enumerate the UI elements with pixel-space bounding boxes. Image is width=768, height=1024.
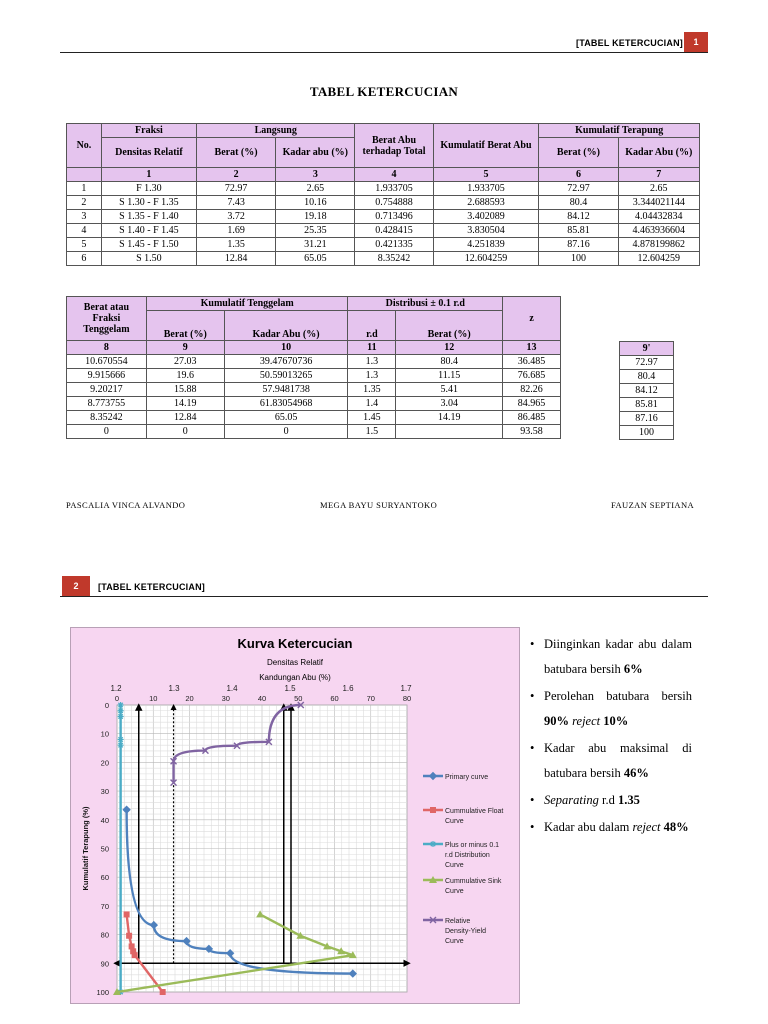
y-tick-label: 50 — [100, 844, 109, 854]
table-cell: 5.41 — [396, 383, 503, 397]
table-cell: 4.04432834 — [618, 210, 699, 224]
data-point — [132, 952, 138, 958]
data-point — [118, 708, 124, 714]
table-cell: 86.485 — [503, 411, 561, 425]
data-point — [430, 773, 437, 780]
table-cell: 11.15 — [396, 369, 503, 383]
col-number: 7 — [618, 168, 699, 182]
density-tick-label: 1.3 — [168, 684, 180, 693]
col-number: 6 — [539, 168, 618, 182]
table-cell: 72.97 — [539, 182, 618, 196]
table-cell: S 1.45 - F 1.50 — [101, 238, 196, 252]
header-berat-fraksi: Berat atau Fraksi Tenggelam — [67, 297, 147, 341]
table-row — [620, 412, 674, 426]
table-cell: 84.12 — [620, 384, 674, 398]
col-number: 9' — [620, 342, 674, 356]
legend-label: Cummulative Float — [445, 808, 504, 815]
table-cell: 0.428415 — [355, 224, 433, 238]
table-row — [620, 398, 674, 412]
table-cell: 14.19 — [146, 397, 224, 411]
table-cell: 4.878199862 — [618, 238, 699, 252]
table-row — [67, 411, 561, 425]
col-number: 12 — [396, 341, 503, 355]
table-cell: 50.59013265 — [224, 369, 348, 383]
table-cell: 82.26 — [503, 383, 561, 397]
header-densitas: Densitas Relatif — [101, 138, 196, 168]
table-row — [67, 210, 700, 224]
data-point — [118, 702, 124, 708]
col-number — [67, 168, 102, 182]
table-cell: 10.670554 — [67, 355, 147, 369]
table-cell: 1.45 — [348, 411, 396, 425]
table-cell: 72.97 — [196, 182, 275, 196]
y-tick-label: 30 — [100, 787, 109, 797]
table-cell: 9.915666 — [67, 369, 147, 383]
table-cell: 5 — [67, 238, 102, 252]
legend-label: Relative — [445, 918, 471, 925]
page1-header-rule — [60, 52, 708, 53]
table-cell: 84.12 — [539, 210, 618, 224]
document-title: TABEL KETERCUCIAN — [309, 84, 459, 99]
ash-tick-label: 10 — [149, 694, 158, 703]
table-cell: 72.97 — [620, 356, 674, 370]
washability-table — [66, 123, 700, 266]
table-row — [67, 425, 561, 439]
col-number: 11 — [348, 341, 396, 355]
ash-tick-label: 60 — [330, 694, 339, 703]
col-number: 3 — [276, 168, 355, 182]
table-cell: 1.35 — [348, 383, 396, 397]
table-cell: 1.69 — [196, 224, 275, 238]
legend-label: Plus or minus 0.1 — [445, 842, 500, 849]
legend-label: r.d Distribution — [445, 852, 490, 859]
table-cell: 25.35 — [276, 224, 355, 238]
table-cell: 3.344021144 — [618, 196, 699, 210]
legend-label: Curve — [445, 862, 464, 869]
washability-chart — [70, 627, 520, 1004]
data-point — [118, 713, 124, 719]
density-tick-label: 1.6 — [342, 684, 354, 693]
chart-density-axis-label: Densitas Relatif — [266, 658, 324, 667]
table-cell: 80.4 — [396, 355, 503, 369]
table-cell: 3.402089 — [433, 210, 539, 224]
table-cell: 93.58 — [503, 425, 561, 439]
table-cell: F 1.30 — [101, 182, 196, 196]
ash-tick-label: 20 — [185, 694, 194, 703]
table-cell: 61.83054968 — [224, 397, 348, 411]
table-cell: 1.933705 — [355, 182, 433, 196]
col-number: 13 — [503, 341, 561, 355]
table-row — [620, 384, 674, 398]
table-cell: 2.688593 — [433, 196, 539, 210]
header-rd: r.d — [348, 311, 396, 341]
legend-label: Density-Yield — [445, 928, 486, 935]
y-tick-label: 40 — [100, 815, 109, 825]
legend-label: Curve — [445, 938, 464, 945]
data-point — [126, 933, 132, 939]
signature-3: FAUZAN SEPTIANA — [611, 500, 695, 510]
ash-tick-label: 80 — [402, 694, 412, 703]
header-distribusi: Distribusi ± 0.1 r.d — [348, 297, 503, 311]
y-axis-label: Kumulatif Terapung (%) — [81, 806, 90, 891]
table-cell: S 1.40 - F 1.45 — [101, 224, 196, 238]
table-cell: 12.604259 — [433, 252, 539, 266]
table-cell: 1 — [67, 182, 102, 196]
conclusion-item: • Perolehan batubara bersih 90% reject 10% — [528, 684, 692, 734]
table-cell: 57.9481738 — [224, 383, 348, 397]
conclusion-item: • Kadar abu dalam reject 48% — [528, 815, 692, 840]
header-kadar-abu-10: Kadar Abu (%) — [224, 311, 348, 341]
data-point — [430, 807, 436, 813]
table-cell: 1.933705 — [433, 182, 539, 196]
header-kumulatif-berat-abu: Kumulatif Berat Abu — [433, 124, 539, 168]
table-cell: 4 — [67, 224, 102, 238]
conclusion-list — [528, 632, 692, 842]
header-berat-12: Berat (%) — [396, 311, 503, 341]
signature-1: PASCALIA VINCA ALVANDO — [66, 500, 186, 510]
table-cell: 84.965 — [503, 397, 561, 411]
col-number: 4 — [355, 168, 433, 182]
table-cell: 0 — [146, 425, 224, 439]
chart-title: Kurva Ketercucian — [237, 636, 353, 651]
table-cell: 4.463936604 — [618, 224, 699, 238]
table-cell: 0.754888 — [355, 196, 433, 210]
data-point — [160, 989, 166, 995]
col-number: 1 — [101, 168, 196, 182]
header-fraksi: Fraksi — [101, 124, 196, 138]
table-cell: 27.03 — [146, 355, 224, 369]
chart-ash-axis-label: Kandungan Abu (%) — [259, 673, 331, 682]
header-kumulatif-tenggelam: Kumulatif Tenggelam — [146, 297, 348, 311]
y-tick-label: 20 — [100, 758, 109, 768]
table-cell: 87.16 — [620, 412, 674, 426]
table-row — [67, 383, 561, 397]
table-row — [67, 397, 561, 411]
data-point — [118, 736, 124, 742]
sink-table — [66, 296, 561, 439]
col-number: 10 — [224, 341, 348, 355]
page2-header-rule — [60, 596, 708, 597]
y-tick-label: 90 — [100, 959, 109, 969]
header-z: z — [503, 297, 561, 341]
page2-header-title: [TABEL KETERCUCIAN] — [98, 582, 205, 592]
header-langsung: Langsung — [196, 124, 355, 138]
legend-label: Curve — [445, 818, 464, 825]
table-row — [67, 224, 700, 238]
table-cell: 8.35242 — [355, 252, 433, 266]
table-cell: 0.713496 — [355, 210, 433, 224]
table-cell: 2.65 — [618, 182, 699, 196]
y-tick-label: 0 — [104, 701, 109, 710]
header-kadar-abu: Kadar abu (%) — [276, 138, 355, 168]
data-point — [118, 742, 124, 748]
ash-tick-label: 30 — [221, 694, 230, 703]
table-cell: 100 — [539, 252, 618, 266]
y-tick-label: 60 — [100, 873, 109, 883]
table-cell: 19.18 — [276, 210, 355, 224]
table-row — [67, 238, 700, 252]
ash-tick-label: 0 — [114, 694, 120, 703]
table-row — [67, 182, 700, 196]
table-cell: 6 — [67, 252, 102, 266]
chart-plot — [71, 628, 519, 1003]
header-kumulatif-terapung: Kumulatif Terapung — [539, 124, 700, 138]
table-cell: S 1.50 — [101, 252, 196, 266]
ash-tick-label: 40 — [257, 694, 267, 703]
header-berat-9: Berat (%) — [146, 311, 224, 341]
table-cell: 8.773755 — [67, 397, 147, 411]
table-cell: 80.4 — [620, 370, 674, 384]
y-tick-label: 80 — [100, 930, 109, 940]
header-berat-abu: Berat Abu terhadap Total — [355, 124, 433, 168]
table-cell: 1.3 — [348, 369, 396, 383]
conclusion-item: • Separating r.d 1.35 — [528, 788, 692, 813]
table-cell: 76.685 — [503, 369, 561, 383]
table-row — [67, 355, 561, 369]
table-cell: 7.43 — [196, 196, 275, 210]
legend-label: Curve — [445, 888, 464, 895]
table-cell: 12.84 — [196, 252, 275, 266]
page1-number-badge: 1 — [684, 32, 708, 52]
table-cell: 1.3 — [348, 355, 396, 369]
page1-header-title: [TABEL KETERCUCIAN] — [576, 38, 683, 48]
header-berat-6: Berat (%) — [539, 138, 618, 168]
table-cell: 3 — [67, 210, 102, 224]
table-cell: 85.81 — [620, 398, 674, 412]
y-tick-label: 100 — [96, 988, 109, 997]
data-point — [430, 841, 436, 847]
legend-label: Primary curve — [445, 774, 489, 781]
table-row — [67, 369, 561, 383]
table-cell: 14.19 — [396, 411, 503, 425]
col-number: 9 — [146, 341, 224, 355]
table-cell: 0 — [67, 425, 147, 439]
table-cell: 80.4 — [539, 196, 618, 210]
table-cell — [396, 425, 503, 439]
table-row — [620, 370, 674, 384]
table-cell: S 1.35 - F 1.40 — [101, 210, 196, 224]
ash-tick-label: 70 — [366, 694, 375, 703]
table-cell: 12.84 — [146, 411, 224, 425]
table-cell: 3.04 — [396, 397, 503, 411]
y-tick-label: 10 — [100, 729, 109, 739]
density-tick-label: 1.7 — [400, 684, 412, 693]
table-cell: 2 — [67, 196, 102, 210]
float-column-table — [619, 341, 674, 440]
ash-tick-label: 50 — [294, 694, 303, 703]
table-cell: 4.251839 — [433, 238, 539, 252]
table-row — [67, 196, 700, 210]
col-number: 5 — [433, 168, 539, 182]
table-cell: 3.830504 — [433, 224, 539, 238]
density-tick-label: 1.2 — [110, 684, 122, 693]
density-tick-label: 1.5 — [284, 684, 296, 693]
page2-number-badge: 2 — [62, 576, 90, 596]
table-cell: 9.20217 — [67, 383, 147, 397]
table-cell: 0.421335 — [355, 238, 433, 252]
y-tick-label: 70 — [100, 901, 109, 911]
conclusion-item: • Kadar abu maksimal di batubara bersih 46% — [528, 736, 692, 786]
legend-label: Cummulative Sink — [445, 878, 502, 885]
table-cell: 1.35 — [196, 238, 275, 252]
signature-2: MEGA BAYU SURYANTOKO — [320, 500, 438, 510]
table-cell: 3.72 — [196, 210, 275, 224]
table-cell: 1.5 — [348, 425, 396, 439]
table-cell: 31.21 — [276, 238, 355, 252]
table-cell: 2.65 — [276, 182, 355, 196]
table-cell: 1.4 — [348, 397, 396, 411]
table-cell: 12.604259 — [618, 252, 699, 266]
table-cell: 100 — [620, 426, 674, 440]
table-cell: 19.6 — [146, 369, 224, 383]
col-number: 8 — [67, 341, 147, 355]
table-cell: 85.81 — [539, 224, 618, 238]
table-cell: 10.16 — [276, 196, 355, 210]
header-kadar-abu-7: Kadar Abu (%) — [618, 138, 699, 168]
table-cell: 65.05 — [276, 252, 355, 266]
table-row — [620, 356, 674, 370]
table-cell: 65.05 — [224, 411, 348, 425]
table-cell: 0 — [224, 425, 348, 439]
table-cell: 15.88 — [146, 383, 224, 397]
header-berat: Berat (%) — [196, 138, 275, 168]
conclusion-item: • Diinginkan kadar abu dalam batubara bersih 6% — [528, 632, 692, 682]
table-cell: 87.16 — [539, 238, 618, 252]
table-cell: 39.47670736 — [224, 355, 348, 369]
table-cell: 36.485 — [503, 355, 561, 369]
table-cell: 8.35242 — [67, 411, 147, 425]
table-cell: S 1.30 - F 1.35 — [101, 196, 196, 210]
header-no: No. — [67, 124, 102, 168]
col-number: 2 — [196, 168, 275, 182]
data-point — [124, 911, 130, 917]
table-row — [620, 426, 674, 440]
density-tick-label: 1.4 — [226, 684, 238, 693]
table-row — [67, 252, 700, 266]
